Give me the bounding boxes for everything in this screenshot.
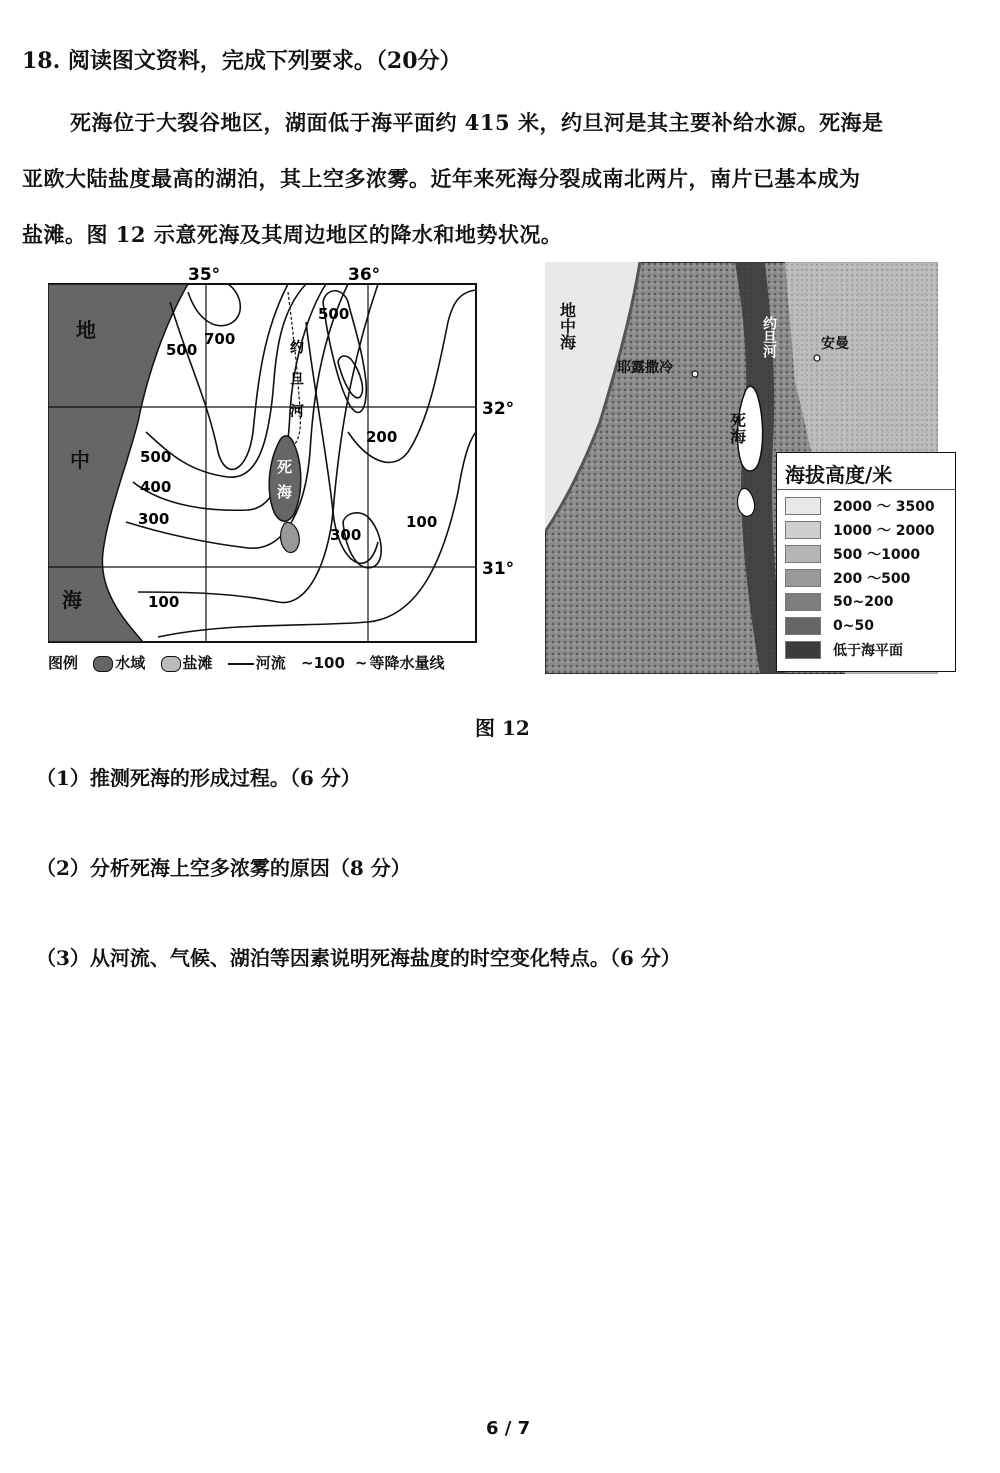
river-symbol-icon [228,663,254,665]
question-heading: 18. 阅读图文资料，完成下列要求。（20分） [22,48,462,74]
elevation-legend-label: 0~50 [833,618,874,634]
lat-label-31: 31° [482,559,515,579]
elevation-swatch [785,641,821,659]
elevation-legend-title: 海拔高度/米 [777,453,955,490]
subquestion-1: （1）推测死海的形成过程。（6 分） [36,766,361,790]
contour-label: 500 [166,341,198,359]
precipitation-map [48,262,528,647]
intro-paragraph-line-1: 死海位于大裂谷地区，湖面低于海平面约 415 米，约旦河是其主要补给水源。死海是 [70,110,884,135]
legend-isohyet: 等降水量线 [369,654,445,672]
city-label-jerusalem: 耶露撒冷 [617,360,673,376]
lake-char: 死 [277,458,293,476]
contour-label: 100 [406,513,438,531]
jerusalem-marker-icon [692,371,698,377]
legend-river: 河流 [255,654,286,672]
elevation-swatch [785,617,821,635]
contour-label: 200 [366,428,398,446]
elevation-legend-label: 1000 ～ 2000 [833,523,935,539]
elevation-legend-label: 500 ～1000 [833,547,921,563]
elevation-swatch [785,521,821,539]
elevation-swatch [785,593,821,611]
elevation-legend-label: 50~200 [833,594,894,610]
isohyet-symbol: ~100 ~ [301,654,368,672]
sea-char-1: 地 [76,318,96,342]
river-char: 约 [290,340,304,356]
sea-label: 地中海 [557,302,577,350]
intro-paragraph-line-3: 盐滩。图 12 示意死海及其周边地区的降水和地势状况。 [22,222,563,247]
contour-label: 300 [138,510,170,528]
water-swatch-icon [93,656,113,672]
elevation-swatch [785,545,821,563]
river-char: 旦 [290,372,304,388]
legend-prefix: 图例 [48,654,79,672]
elevation-legend-item [785,494,955,518]
contour-label: 500 [140,448,172,466]
elevation-legend-label: 200 ～500 [833,571,911,587]
lon-label-36: 36° [348,265,381,285]
contour-label: 400 [140,478,172,496]
contour-label: 500 [318,305,350,323]
legend-salt: 盐滩 [182,654,213,672]
contour-label: 700 [204,330,236,348]
river-char: 河 [290,404,304,420]
lake-label: 死海 [727,412,747,444]
legend-water: 水域 [115,654,146,672]
intro-paragraph-line-2: 亚欧大陆盐度最高的湖泊，其上空多浓雾。近年来死海分裂成南北两片，南片已基本成为 [22,166,861,191]
river-label: 约旦河 [761,316,777,358]
elevation-legend-label: 2000 ～ 3500 [833,499,935,515]
city-label-amman: 安曼 [821,336,849,352]
elevation-legend-item [785,614,955,638]
elevation-legend-item [785,542,955,566]
elevation-legend-label: 低于海平面 [833,643,903,659]
contour-label: 100 [148,593,180,611]
sea-char-3: 海 [62,588,82,612]
elevation-legend-item [785,566,955,590]
sea-char-2: 中 [70,448,90,472]
subquestion-3: （3）从河流、气候、湖泊等因素说明死海盐度的时空变化特点。（6 分） [36,946,681,970]
salt-swatch-icon [161,656,181,672]
figure-caption: 图 12 [475,716,530,740]
elevation-legend-item [785,518,955,542]
amman-marker-icon [814,355,820,361]
subquestion-2: （2）分析死海上空多浓雾的原因（8 分） [36,856,411,880]
lat-label-32: 32° [482,399,515,419]
contour-label: 300 [330,526,362,544]
lon-label-35: 35° [188,265,221,285]
elevation-legend [776,452,956,672]
lake-char: 海 [277,483,293,501]
elevation-legend-item [785,638,955,662]
page-number: 6 / 7 [486,1418,531,1439]
elevation-swatch [785,569,821,587]
map-legend [48,652,454,673]
elevation-legend-item [785,590,955,614]
elevation-swatch [785,497,821,515]
